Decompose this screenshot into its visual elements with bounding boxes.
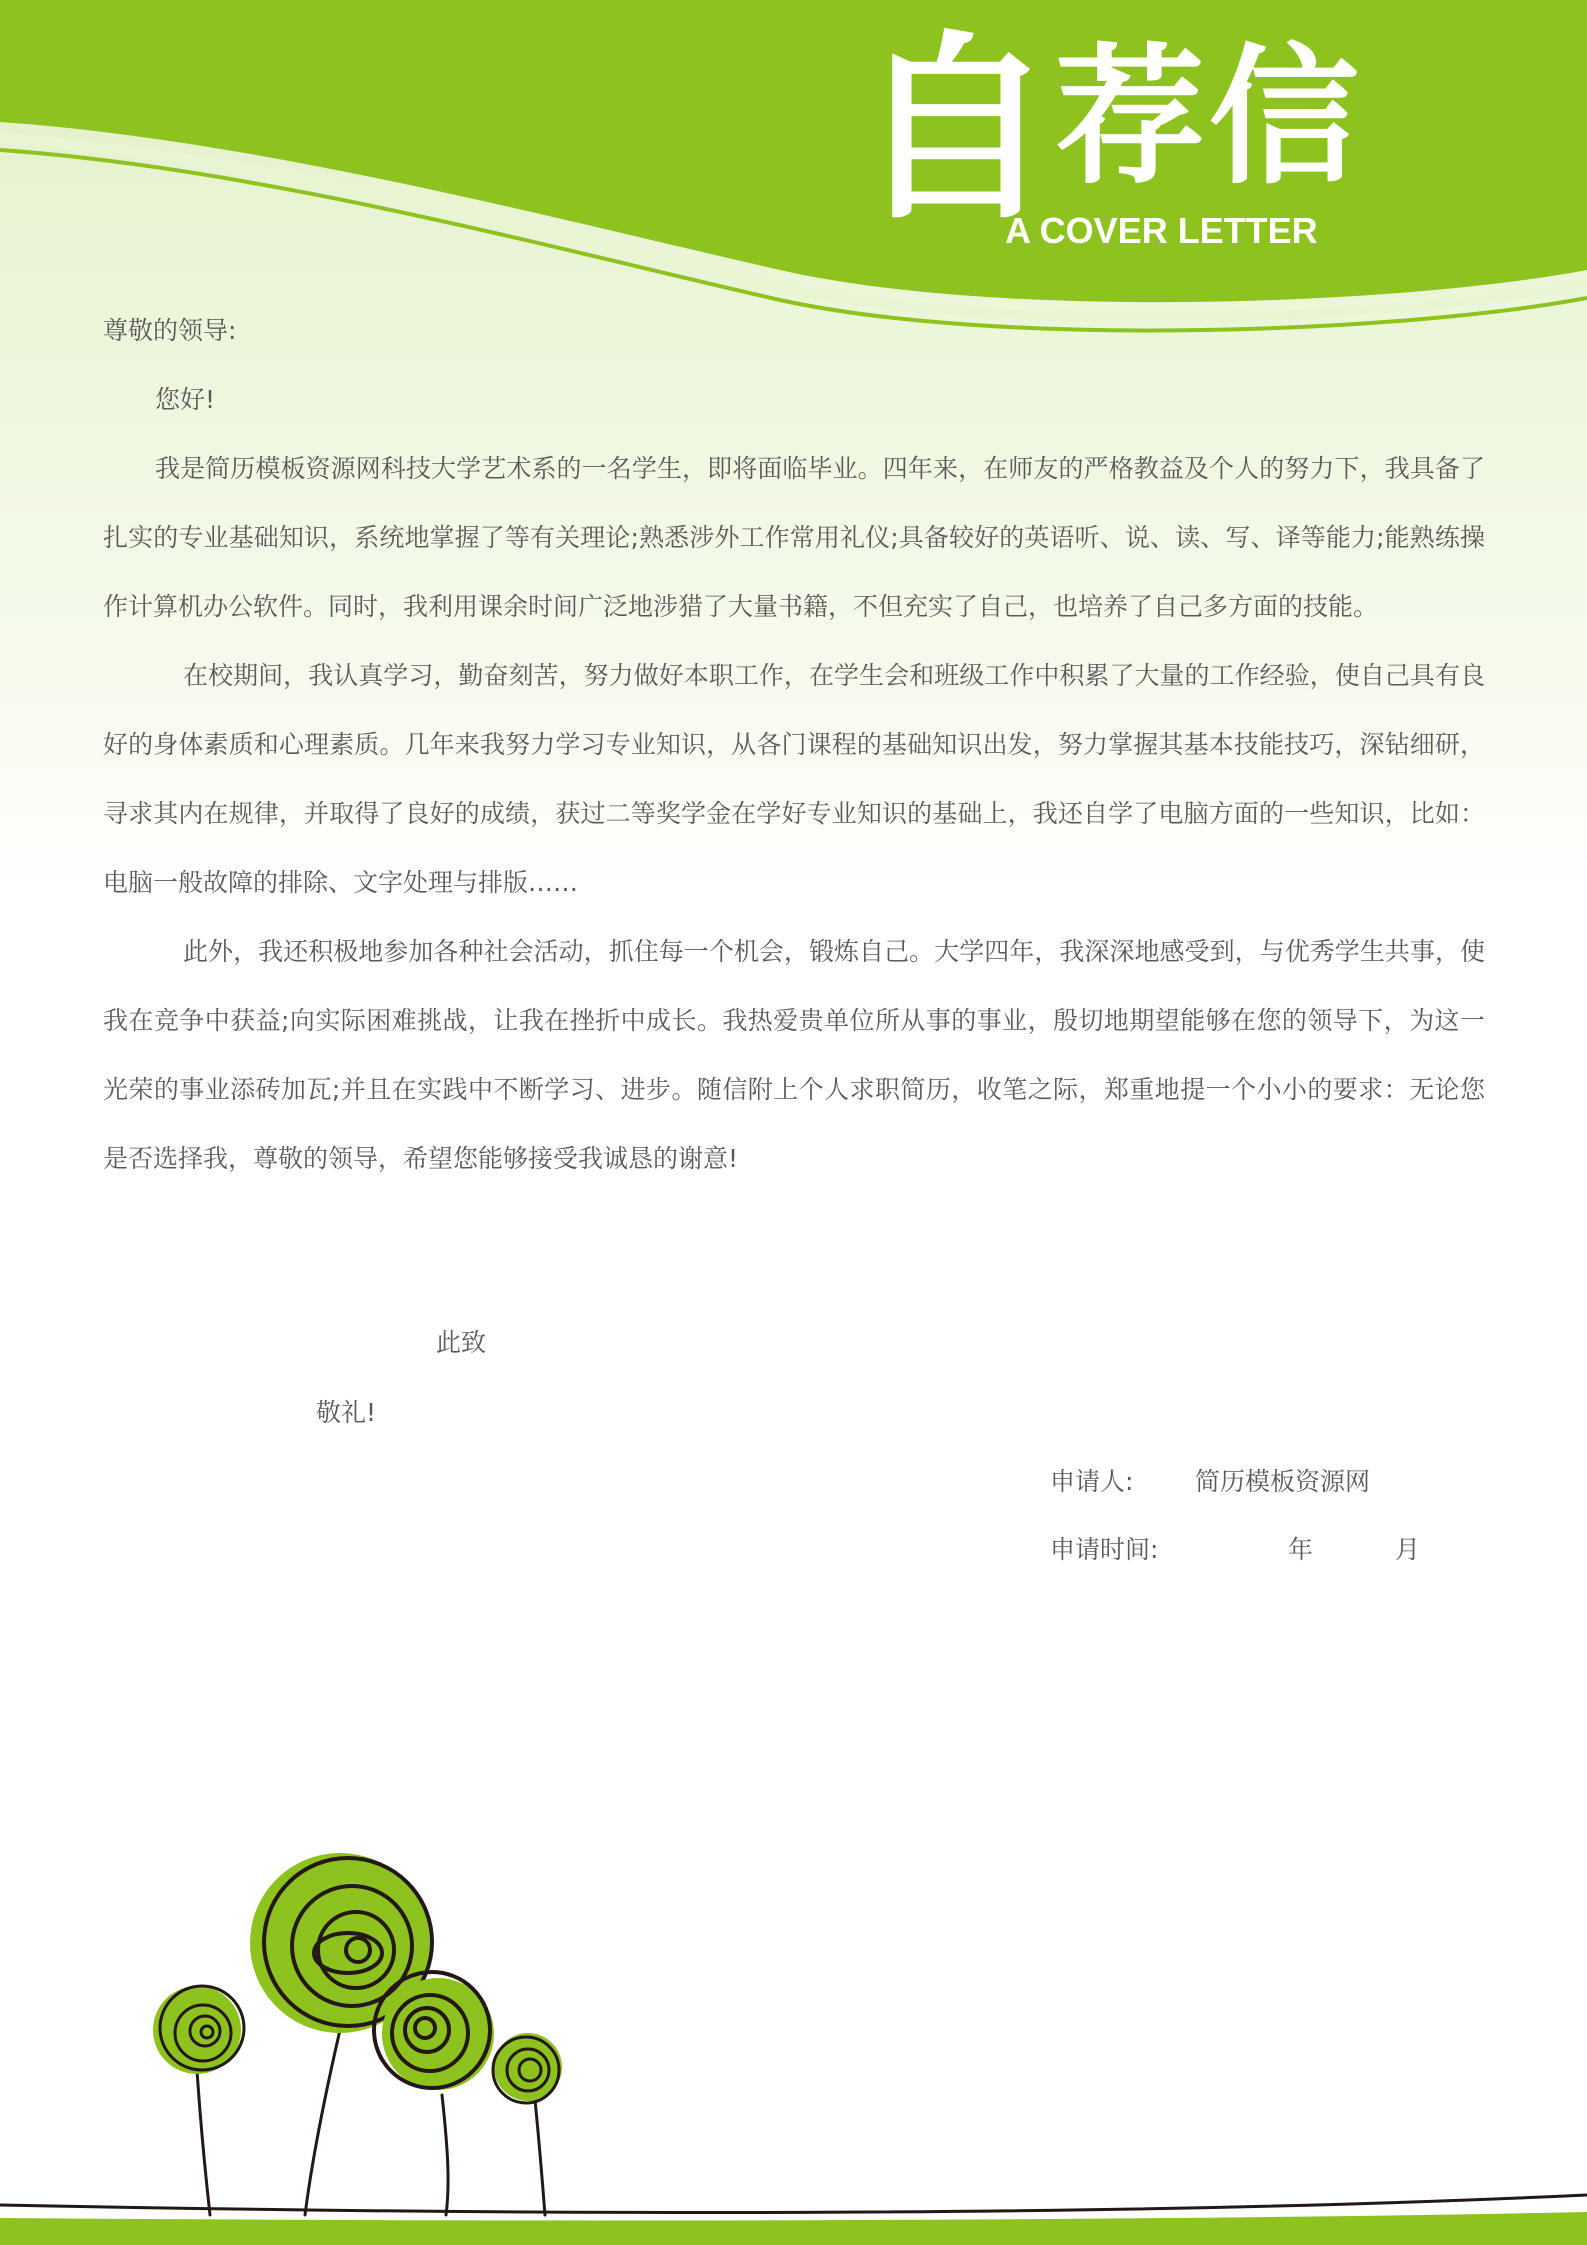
footer-green-band [0,2212,1587,2245]
letter-body [103,296,1485,1193]
date-label: 申请时间: [1050,1535,1159,1564]
greeting: 您好! [155,385,216,414]
paragraph-3: 此外，我还积极地参加各种社会活动，抓住每一个机会，锻炼自己。大学四年，我深深地感受到，与优秀学生共事，使我在竞争中获益;向实际困难挑战，让我在挫折中成长。我热爱贵单位所从事的事业，殷切地期望能够在您的领导下，为这一光荣的事业添砖加瓦;并且在实践中不断学习、进步。随信附上个人求职简历，收笔之际，郑重地提一个小小的要求：无论您是否选择我，尊敬的领导，希望您能够接受我诚恳的谢意! [103,937,1485,1173]
applicant-name: 简历模板资源网 [1195,1467,1371,1496]
applicant-label: 申请人: [1050,1467,1134,1496]
footer-trees-illustration [0,1850,1587,2245]
tree-4 [493,2033,562,2103]
paragraph-2: 在校期间，我认真学习，勤奋刻苦，努力做好本职工作，在学生会和班级工作中积累了大量的工作经验，使自己具有良好的身体素质和心理素质。几年来我努力学习专业知识，从各门课程的基础知识出发，努力掌握其基本技能技巧，深钻细研，寻求其内在规律，并取得了良好的成绩，获过二等奖学金在学好专业知识的基础上，我还自学了电脑方面的一些知识，比如：电脑一般故障的排除、文字处理与排版…… [103,661,1485,897]
date-month-label: 月 [1395,1535,1421,1564]
title-english: A COVER LETTER [1005,210,1318,251]
ground-line [0,2195,1587,2213]
date-year-label: 年 [1288,1535,1314,1564]
title-rest-chars: 荐信 [1055,29,1364,205]
closing-line-2: 敬礼! [316,1398,377,1427]
tree-stems [196,2030,545,2215]
tree-1 [153,1986,244,2074]
closing-line-1: 此致 [436,1328,487,1357]
date-row [1050,1520,1421,1580]
applicant-row [1050,1452,1371,1512]
salutation: 尊敬的领导: [103,316,237,345]
tree-3 [374,1972,494,2090]
title-first-char: 自 [855,12,1056,247]
paragraph-1: 我是简历模板资源网科技大学艺术系的一名学生，即将面临毕业。四年来，在师友的严格教益及个人的努力下，我具备了扎实的专业基础知识，系统地掌握了等有关理论;熟悉涉外工作常用礼仪;具备较好的英语听、说、读、写、译等能力;能熟练操作计算机办公软件。同时，我利用课余时间广泛地涉猎了大量书籍，不但充实了自己，也培养了自己多方面的技能。 [103,454,1485,621]
